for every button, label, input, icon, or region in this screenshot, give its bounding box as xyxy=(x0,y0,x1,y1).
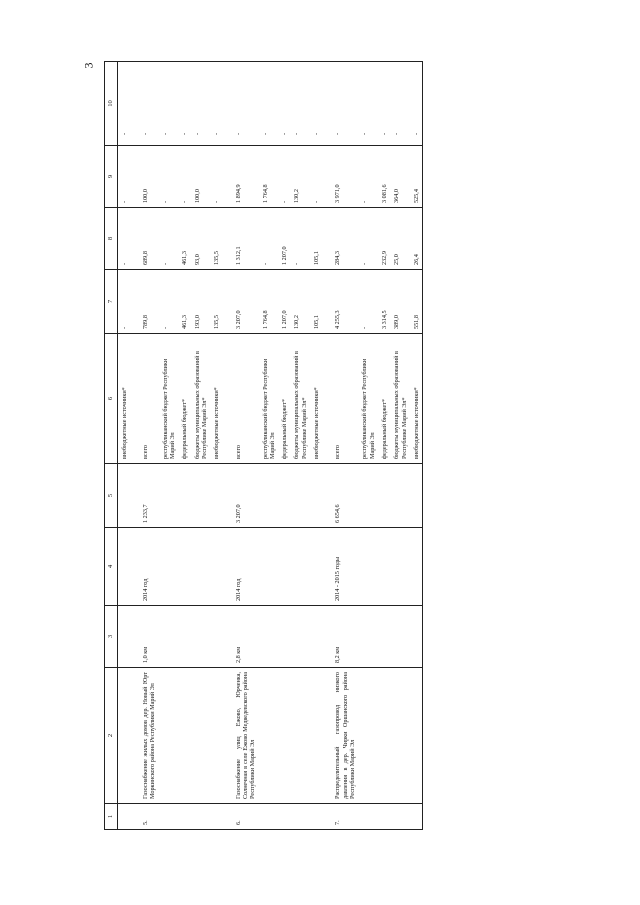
table-cell-col-3 xyxy=(290,606,310,668)
table-cell-col-6: внебюджетные источники* xyxy=(117,334,130,464)
table-cell-col-10: - xyxy=(259,62,279,146)
table-cell-col-9: - xyxy=(178,146,190,208)
column-header-7: 7 xyxy=(105,270,118,334)
table-cell-col-1 xyxy=(390,804,410,830)
table-cell-col-7: 3 314,5 xyxy=(378,270,390,334)
table-cell-col-8: 461,3 xyxy=(178,208,190,270)
column-header-2: 2 xyxy=(105,668,118,804)
table-cell-col-7: 193,0 xyxy=(191,270,211,334)
table-cell-col-6: федеральный бюджет* xyxy=(278,334,290,464)
table-cell-col-3: 2,8 км xyxy=(223,606,259,668)
table-cell-col-5 xyxy=(378,464,390,528)
table-cell-col-8: 689,8 xyxy=(130,208,159,270)
table-cell-col-7: 3 207,0 xyxy=(223,270,259,334)
table-cell-col-4 xyxy=(178,528,190,606)
table-cell-col-10: - xyxy=(322,62,358,146)
table-cell-col-6: федеральный бюджет* xyxy=(378,334,390,464)
table-cell-col-7: 4 255,3 xyxy=(322,270,358,334)
table-cell-col-9: 100,0 xyxy=(191,146,211,208)
table-cell-col-3 xyxy=(358,606,378,668)
table-row xyxy=(223,62,259,830)
table-cell-col-6: бюджеты муниципальных образований в Республике Марий Эл* xyxy=(290,334,310,464)
table-row xyxy=(159,62,179,830)
table-cell-col-1: 6. xyxy=(223,804,259,830)
table-row xyxy=(322,62,358,830)
table-cell-col-4 xyxy=(290,528,310,606)
table-cell-col-7: - xyxy=(159,270,179,334)
table-cell-col-9: 1 764,8 xyxy=(259,146,279,208)
table-cell-col-8: 25,0 xyxy=(390,208,410,270)
table-cell-col-6: федеральный бюджет* xyxy=(178,334,190,464)
table-cell-col-8: - xyxy=(290,208,310,270)
table-cell-col-6: внебюджетные источники* xyxy=(410,334,423,464)
table-cell-col-8: 93,0 xyxy=(191,208,211,270)
column-header-6: 6 xyxy=(105,334,118,464)
table-cell-col-9: 3 971,0 xyxy=(322,146,358,208)
table-cell-col-2: Распределительный газопровод низкого давления в дер. Чирки Оршанского района Республики Марий Эл xyxy=(322,668,358,804)
table-cell-col-3 xyxy=(191,606,211,668)
table-row xyxy=(390,62,410,830)
table-cell-col-7: 461,3 xyxy=(178,270,190,334)
table-cell-col-7: 105,1 xyxy=(310,270,322,334)
table-cell-col-6: внебюджетные источники* xyxy=(210,334,222,464)
table-cell-col-1 xyxy=(378,804,390,830)
table-cell-col-4 xyxy=(159,528,179,606)
table-cell-col-8: 26,4 xyxy=(410,208,423,270)
table-cell-col-4 xyxy=(410,528,423,606)
column-header-8: 8 xyxy=(105,208,118,270)
table-cell-col-4 xyxy=(278,528,290,606)
table-cell-col-1 xyxy=(278,804,290,830)
table-cell-col-5 xyxy=(159,464,179,528)
table-row xyxy=(278,62,290,830)
table-cell-col-2: Газоснабжение жилых домов дер. Новый Юрт Моркинского района Республики Марий Эл xyxy=(130,668,159,804)
table-cell-col-9: 100,0 xyxy=(130,146,159,208)
table-cell-col-4 xyxy=(259,528,279,606)
table-cell-col-2 xyxy=(210,668,222,804)
table-cell-col-2 xyxy=(390,668,410,804)
table-cell-col-8: - xyxy=(117,208,130,270)
table-body xyxy=(117,62,422,830)
table-cell-col-1 xyxy=(358,804,378,830)
table-cell-col-7: 551,8 xyxy=(410,270,423,334)
table-row xyxy=(191,62,211,830)
table-cell-col-7: 1 207,0 xyxy=(278,270,290,334)
table-cell-col-8: 284,3 xyxy=(322,208,358,270)
table-cell-col-9: - xyxy=(278,146,290,208)
column-header-3: 3 xyxy=(105,606,118,668)
table-cell-col-5: 3 207,0 xyxy=(223,464,259,528)
table-cell-col-1 xyxy=(259,804,279,830)
table-cell-col-10: - xyxy=(117,62,130,146)
table-cell-col-3 xyxy=(310,606,322,668)
table-cell-col-9: - xyxy=(159,146,179,208)
table-row xyxy=(358,62,378,830)
table-cell-col-3 xyxy=(178,606,190,668)
table-cell-col-4 xyxy=(378,528,390,606)
table-cell-col-5 xyxy=(178,464,190,528)
table-cell-col-2: Газоснабжение улиц Ежово, Юрченка, Солнечная в селе Ежово Медведевского района Республики Марий Эл xyxy=(223,668,259,804)
table-cell-col-7: 135,5 xyxy=(210,270,222,334)
table-cell-col-9: - xyxy=(117,146,130,208)
table-cell-col-5: 6 654,6 xyxy=(322,464,358,528)
column-header-4: 4 xyxy=(105,528,118,606)
table-cell-col-10: - xyxy=(358,62,378,146)
table-cell-col-9: - xyxy=(310,146,322,208)
table-cell-col-9: - xyxy=(210,146,222,208)
table-cell-col-1 xyxy=(290,804,310,830)
table-cell-col-2 xyxy=(259,668,279,804)
table-cell-col-7: 1 764,8 xyxy=(259,270,279,334)
table-cell-col-8: 232,9 xyxy=(378,208,390,270)
table-cell-col-10: - xyxy=(290,62,310,146)
table-cell-col-10: - xyxy=(310,62,322,146)
table-cell-col-6: всего xyxy=(223,334,259,464)
table-cell-col-5 xyxy=(310,464,322,528)
table-cell-col-5 xyxy=(191,464,211,528)
table-cell-col-3 xyxy=(390,606,410,668)
table-cell-col-7: 130,2 xyxy=(290,270,310,334)
table-cell-col-3 xyxy=(210,606,222,668)
table-cell-col-5 xyxy=(410,464,423,528)
table-row xyxy=(117,62,130,830)
table-cell-col-3: 1,0 км xyxy=(130,606,159,668)
header-row xyxy=(105,62,118,830)
table-cell-col-9: 1 894,9 xyxy=(223,146,259,208)
table-cell-col-1 xyxy=(410,804,423,830)
table-cell-col-2 xyxy=(159,668,179,804)
table-cell-col-2 xyxy=(178,668,190,804)
table-cell-col-8: 1 207,0 xyxy=(278,208,290,270)
table-cell-col-7: - xyxy=(117,270,130,334)
table-cell-col-2 xyxy=(278,668,290,804)
table-cell-col-10: - xyxy=(178,62,190,146)
table-cell-col-2 xyxy=(310,668,322,804)
table-cell-col-2 xyxy=(290,668,310,804)
table-cell-col-3 xyxy=(117,606,130,668)
table-cell-col-10: - xyxy=(223,62,259,146)
table-cell-col-5 xyxy=(278,464,290,528)
column-header-9: 9 xyxy=(105,146,118,208)
table-row xyxy=(410,62,423,830)
table-cell-col-3 xyxy=(378,606,390,668)
column-header-10: 10 xyxy=(105,62,118,146)
table-cell-col-4 xyxy=(358,528,378,606)
table-cell-col-6: всего xyxy=(130,334,159,464)
table-row xyxy=(378,62,390,830)
table-cell-col-3: 8,2 км xyxy=(322,606,358,668)
table-cell-col-1 xyxy=(210,804,222,830)
table-cell-col-2 xyxy=(358,668,378,804)
table-cell-col-7: - xyxy=(358,270,378,334)
rotated-table-frame xyxy=(104,62,626,830)
financing-table xyxy=(104,61,423,830)
table-cell-col-9: 130,2 xyxy=(290,146,310,208)
table-cell-col-2 xyxy=(117,668,130,804)
table-row xyxy=(130,62,159,830)
table-cell-col-4 xyxy=(191,528,211,606)
table-cell-col-6: республиканский бюджет Республики Марий Эл xyxy=(358,334,378,464)
page-number: 3 xyxy=(81,62,96,69)
table-cell-col-4: 2014 год xyxy=(130,528,159,606)
table-cell-col-1 xyxy=(159,804,179,830)
table-cell-col-4 xyxy=(117,528,130,606)
table-cell-col-6: бюджеты муниципальных образований в Республике Марий Эл* xyxy=(191,334,211,464)
table-cell-col-4 xyxy=(210,528,222,606)
table-cell-col-8: 135,5 xyxy=(210,208,222,270)
table-cell-col-4: 2014 - 2015 годы xyxy=(322,528,358,606)
table-cell-col-3 xyxy=(159,606,179,668)
table-cell-col-10: - xyxy=(210,62,222,146)
table-row xyxy=(259,62,279,830)
table-cell-col-9: 3 081,6 xyxy=(378,146,390,208)
table-cell-col-3 xyxy=(259,606,279,668)
table-cell-col-4 xyxy=(310,528,322,606)
column-header-5: 5 xyxy=(105,464,118,528)
table-cell-col-3 xyxy=(410,606,423,668)
table-cell-col-6: республиканский бюджет Республики Марий Эл xyxy=(259,334,279,464)
table-cell-col-6: внебюджетные источники* xyxy=(310,334,322,464)
table-cell-col-8: - xyxy=(259,208,279,270)
table-cell-col-8: - xyxy=(358,208,378,270)
table-cell-col-1: 5. xyxy=(130,804,159,830)
table-cell-col-7: 389,0 xyxy=(390,270,410,334)
column-header-1: 1 xyxy=(105,804,118,830)
table-cell-col-9: 364,0 xyxy=(390,146,410,208)
table-cell-col-6: всего xyxy=(322,334,358,464)
table-cell-col-10: - xyxy=(390,62,410,146)
table-cell-col-9: 525,4 xyxy=(410,146,423,208)
table-row xyxy=(210,62,222,830)
table-cell-col-7: 789,8 xyxy=(130,270,159,334)
table-cell-col-10: - xyxy=(278,62,290,146)
table-cell-col-3 xyxy=(278,606,290,668)
table-cell-col-1: 7. xyxy=(322,804,358,830)
table-cell-col-10: - xyxy=(378,62,390,146)
table-cell-col-5 xyxy=(358,464,378,528)
table-cell-col-5 xyxy=(390,464,410,528)
table-row xyxy=(290,62,310,830)
table-cell-col-5 xyxy=(290,464,310,528)
table-cell-col-1 xyxy=(178,804,190,830)
table-cell-col-10: - xyxy=(410,62,423,146)
table-cell-col-10: - xyxy=(191,62,211,146)
table-cell-col-1 xyxy=(117,804,130,830)
table-cell-col-10: - xyxy=(159,62,179,146)
table-cell-col-2 xyxy=(378,668,390,804)
table-cell-col-5: 1 233,7 xyxy=(130,464,159,528)
table-cell-col-10: - xyxy=(130,62,159,146)
table-cell-col-5 xyxy=(259,464,279,528)
table-cell-col-4 xyxy=(390,528,410,606)
table-cell-col-4: 2014 год xyxy=(223,528,259,606)
table-cell-col-9: - xyxy=(358,146,378,208)
table-cell-col-8: - xyxy=(159,208,179,270)
table-cell-col-6: республиканский бюджет Республики Марий Эл xyxy=(159,334,179,464)
table-cell-col-1 xyxy=(310,804,322,830)
table-cell-col-2 xyxy=(410,668,423,804)
table-cell-col-8: 1 312,1 xyxy=(223,208,259,270)
table-cell-col-6: бюджеты муниципальных образований в Республике Марий Эл* xyxy=(390,334,410,464)
table-cell-col-2 xyxy=(191,668,211,804)
table-row xyxy=(178,62,190,830)
table-row xyxy=(310,62,322,830)
table-cell-col-5 xyxy=(210,464,222,528)
table-cell-col-5 xyxy=(117,464,130,528)
table-cell-col-1 xyxy=(191,804,211,830)
table-cell-col-8: 105,1 xyxy=(310,208,322,270)
